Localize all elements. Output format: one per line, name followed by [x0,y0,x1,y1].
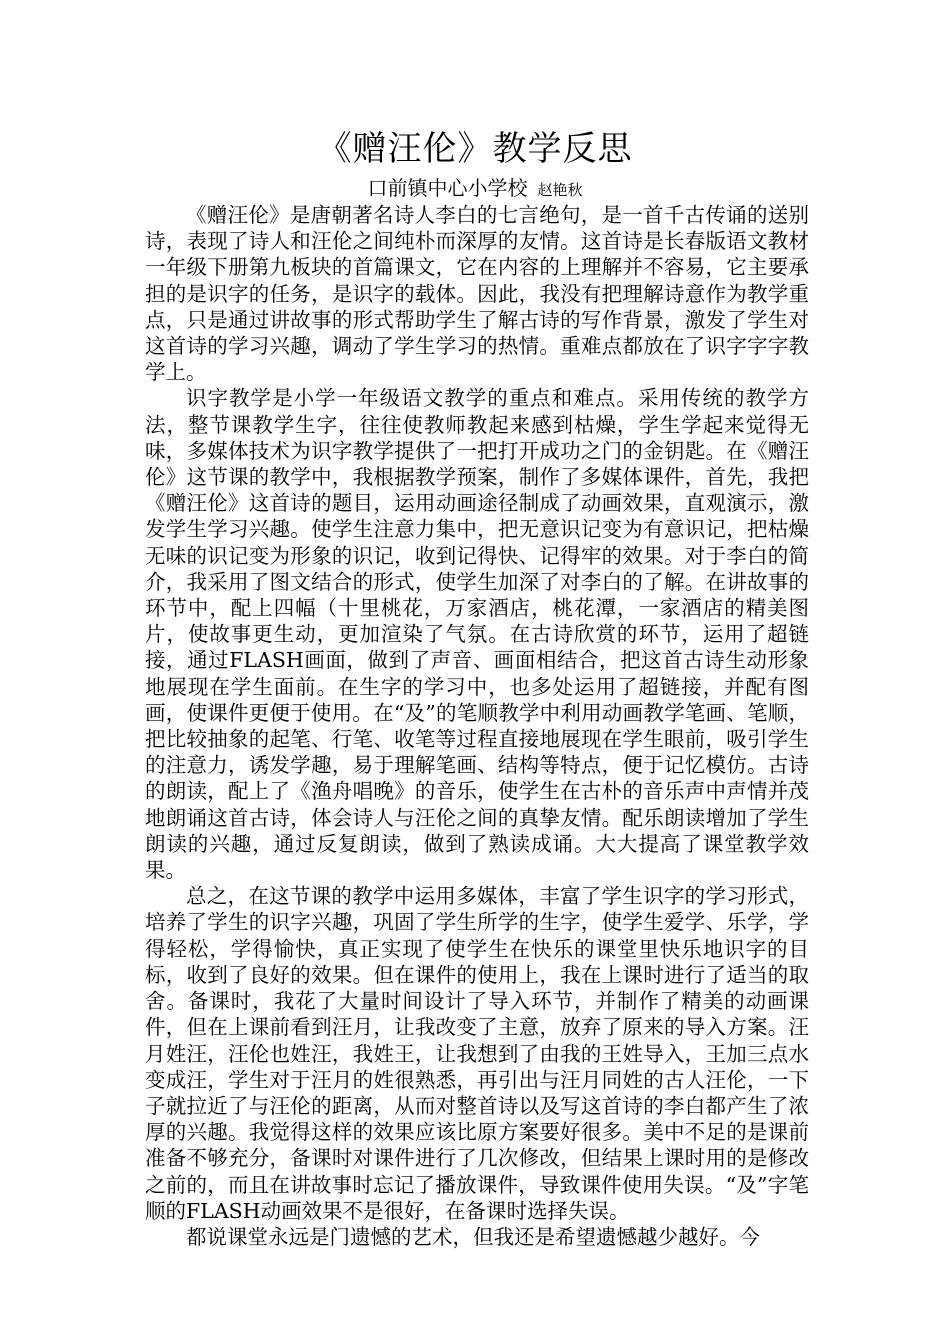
byline [0,176,950,202]
paragraph-4: 都说课堂永远是门遗憾的艺术，但我还是希望遗憾越少越好。今 [186,1224,760,1249]
paragraph-2: 识字教学是小学一年级语文教学的重点和难点。采用传统的教学方法，整节课教学生字，往往使教师教起来感到枯燥，学生学起来觉得无味，多媒体技术为识字教学提供了一把打开成功之门的金钥匙。在《赠汪伦》这节课的教学中，我根据教学预案，制作了多媒体课件，首先，我把《赠汪伦》这首诗的题目，运用动画途径制成了动画效果，直观演示，激发学生学习兴趣。使学生注意力集中，把无意识记变为有意识记，把枯燥无味的识记变为形象的识记，收到记得快、记得牢的效果。对于李白的简介，我采用了图文结合的形式，使学生加深了对李白的了解。在讲故事的环节中，配上四幅（十里桃花，万家酒店，桃花潭，一家酒店的精美图片，使故事更生动，更加渲染了气氛。在古诗欣赏的环节，运用了超链接，通过FLASH画面，做到了声音、画面相结合，把这首古诗生动形象地展现在学生面前。在生字的学习中，也多处运用了超链接，并配有图画，使课件更便于使用。在“及”的笔顺教学中利用动画教学笔画、笔顺，把比较抽象的起笔、行笔、收笔等过程直接地展现在学生眼前，吸引学生的注意力，诱发学趣，易于理解笔画、结构等特点，便于记忆模仿。古诗的朗读，配上了《渔舟唱晚》的音乐，使学生在古朴的音乐声中声情并茂地朗诵这首古诗，体会诗人与汪伦之间的真挚友情。配乐朗读增加了学生朗读的兴趣，通过反复朗读，做到了熟读成诵。大大提高了课堂教学效果。 [145,386,809,883]
paragraph-3: 总之，在这节课的教学中运用多媒体，丰富了学生识字的学习形式，培养了学生的识字兴趣，巩固了学生所学的生字，使学生爱学、乐学，学得轻松，学得愉快，真正实现了使学生在快乐的课堂里快乐地识字的目标，收到了良好的效果。但在课件的使用上，我在上课时进行了适当的取舍。备课时，我花了大量时间设计了导入环节，并制作了精美的动画课件，但在上课前看到汪月，让我改变了主意，放弃了原来的导入方案。汪月姓汪，汪伦也姓汪，我姓王，让我想到了由我的王姓导入，王加三点水变成汪，学生对于汪月的姓很熟悉，再引出与汪月同姓的古人汪伦，一下子就拉近了与汪伦的距离，从而对整首诗以及写这首诗的李白都产生了浓厚的兴趣。我觉得这样的效果应该比原方案要好很多。美中不足的是课前准备不够充分，备课时对课件进行了几次修改，但结果上课时用的是修改之前的，而且在讲故事时忘记了播放课件，导致课件使用失误。“及”字笔顺的FLASH动画效果不是很好，在备课时选择失误。 [145,884,809,1223]
page-title: 《赠汪伦》教学反思 [317,129,633,169]
body-text [145,202,809,1250]
author-name: 赵艳秋 [537,181,583,199]
paragraph-1: 《赠汪伦》是唐朝著名诗人李白的七言绝句，是一首千古传诵的送别诗，表现了诗人和汪伦之间纯朴而深厚的友情。这首诗是长春版语文教材一年级下册第九板块的首篇课文，它在内容的上理解并不容易，它主要承担的是识字的任务，是识字的载体。因此，我没有把理解诗意作为教学重点，只是通过讲故事的形式帮助学生了解古诗的写作背景，激发了学生对这首诗的学习兴趣，调动了学生学习的热情。重难点都放在了识字字字教学上。 [145,203,809,385]
school-name: 口前镇中心小学校 [367,176,528,200]
